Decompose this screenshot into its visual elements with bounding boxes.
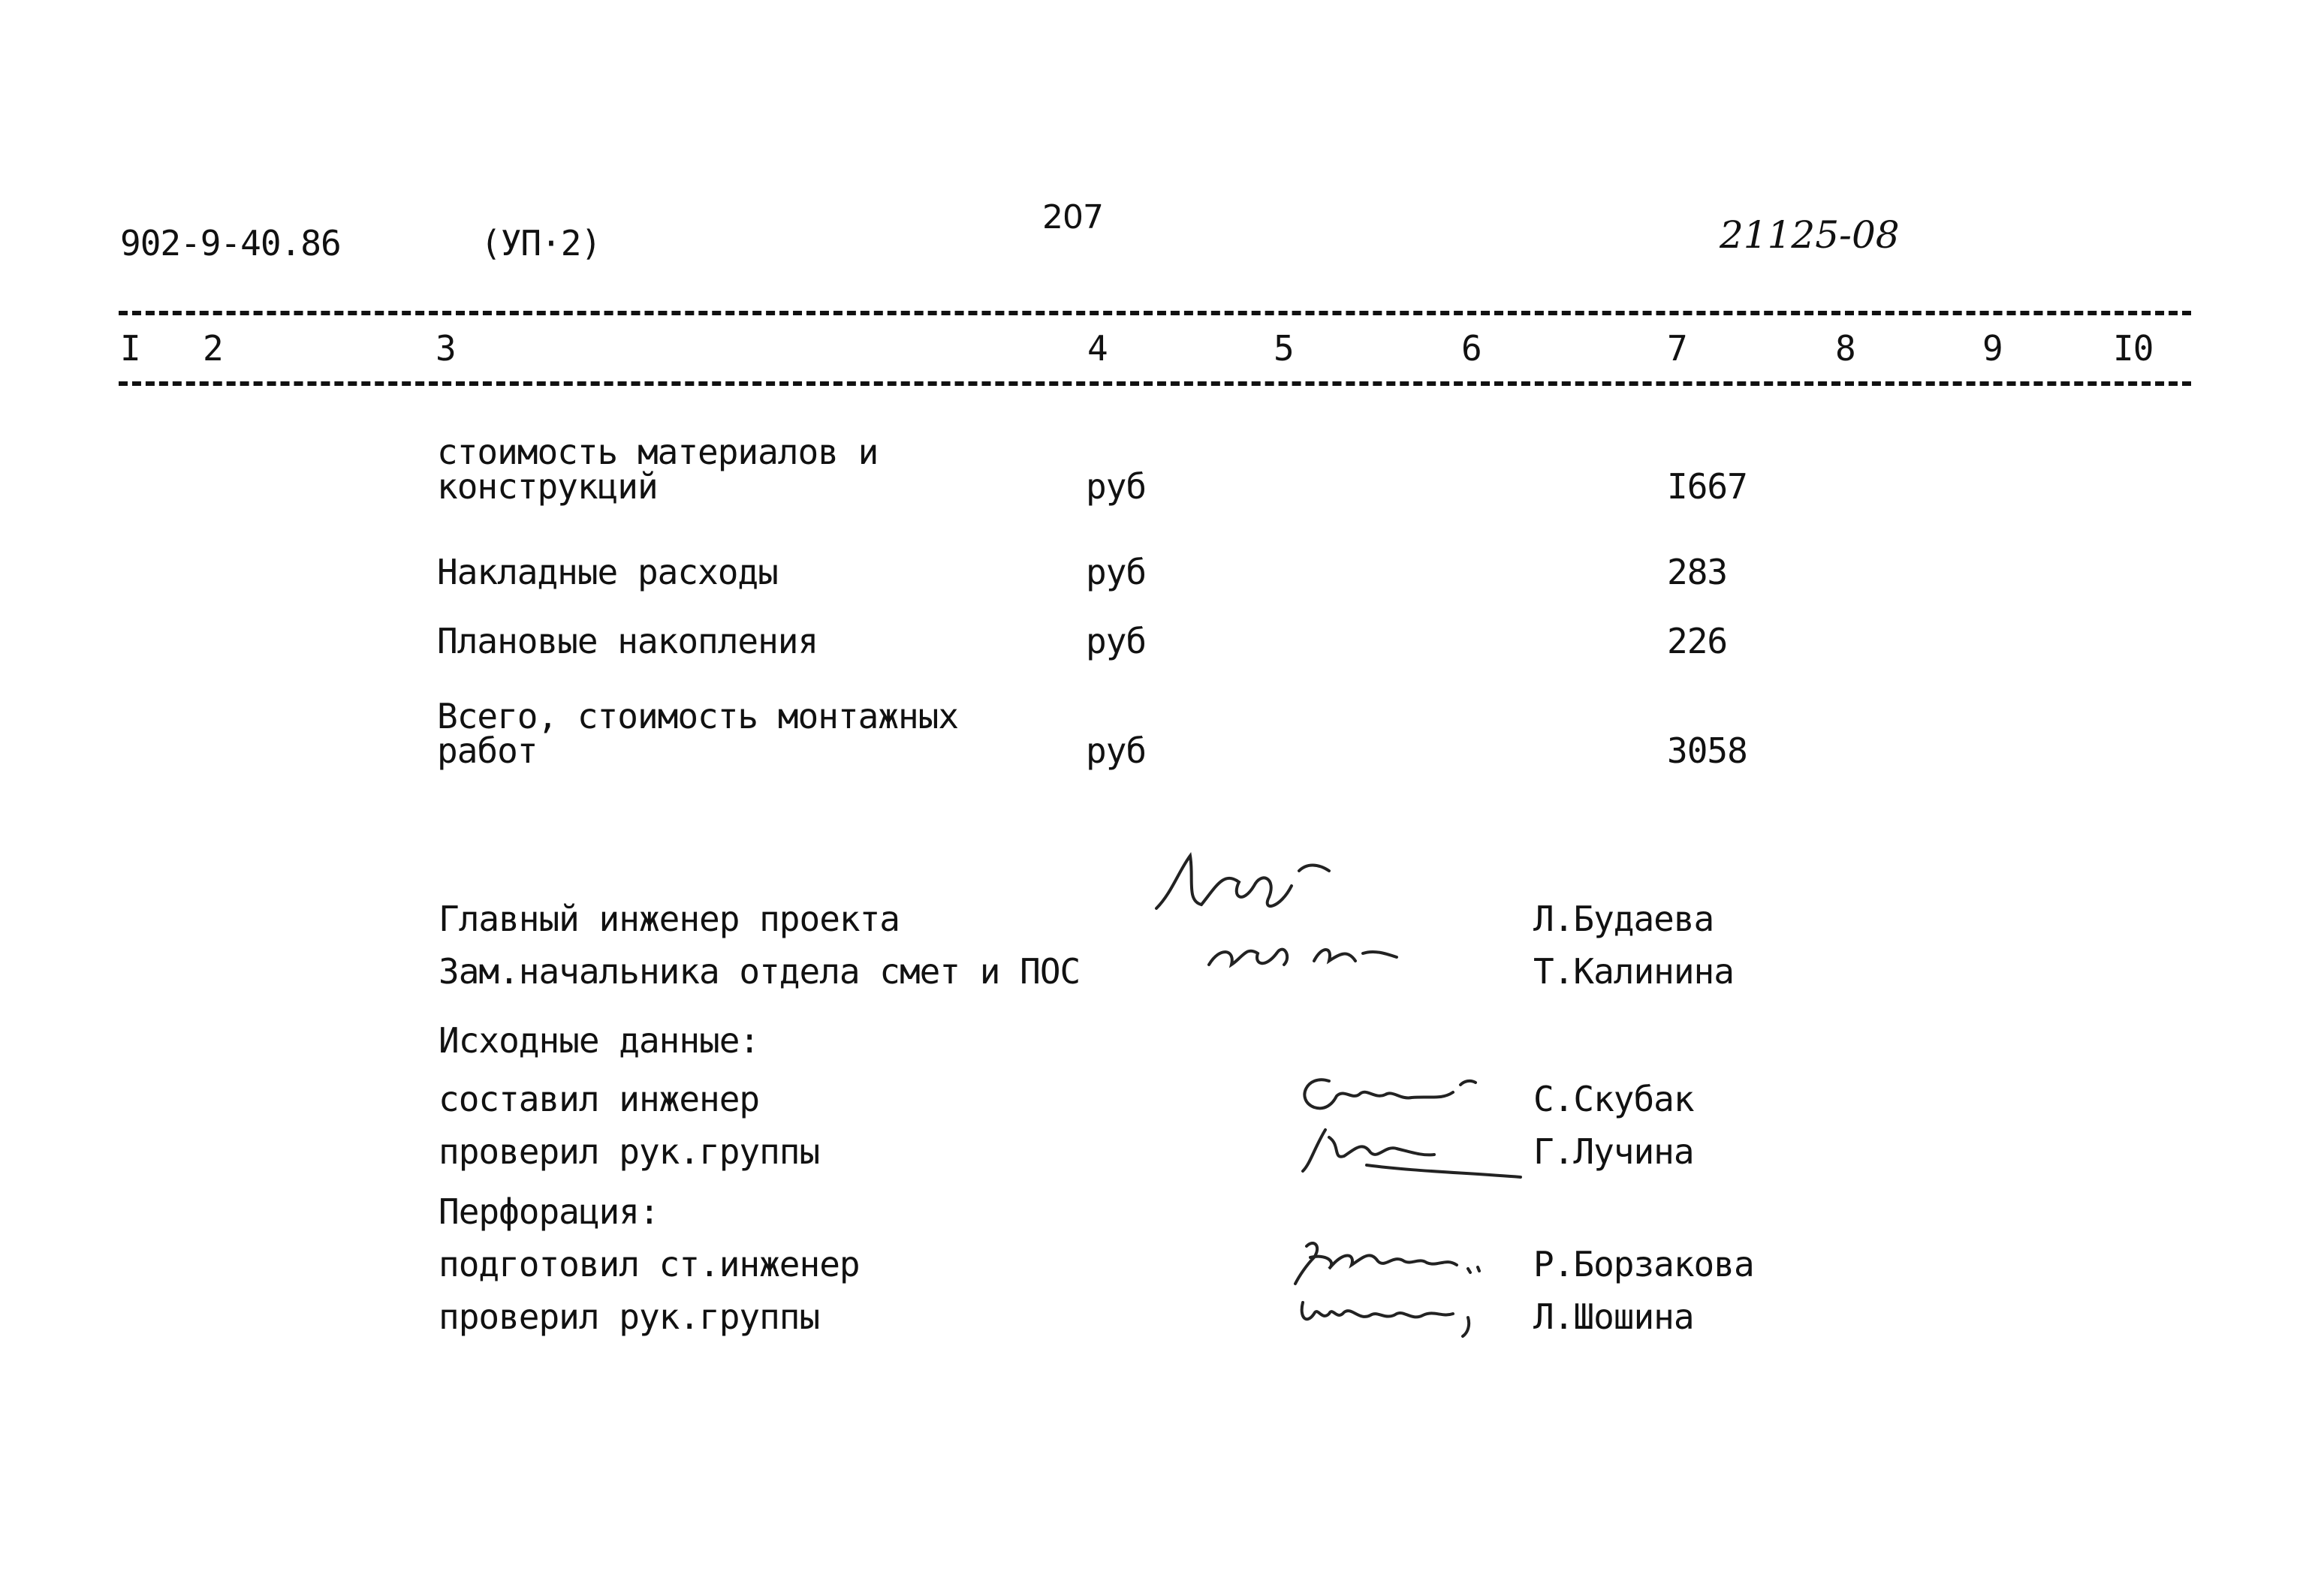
perforation-heading: Перфорация: <box>439 1191 659 1232</box>
row-value: 226 <box>1667 621 1728 661</box>
row-label: Накладные расходы <box>437 552 778 592</box>
row-label: стоимость материалов и <box>437 432 879 472</box>
signer-title: Главный инженер проекта <box>439 899 900 939</box>
handwritten-signature <box>1149 841 1337 926</box>
signer-title: подготовил ст.инженер <box>439 1244 860 1284</box>
row-label-continued: конструкций <box>437 466 658 507</box>
signer-title: проверил рук.группы <box>439 1296 820 1337</box>
handwritten-signature <box>1299 1119 1524 1189</box>
row-unit: руб <box>1086 552 1147 592</box>
document-code: 902-9-40.86 <box>120 223 341 263</box>
column-header-4: 4 <box>1087 328 1108 369</box>
row-unit: руб <box>1086 466 1147 507</box>
signer-title: составил инженер <box>439 1079 760 1119</box>
column-header-6: 6 <box>1461 328 1482 369</box>
sheet-code: 21125-08 <box>1720 213 1900 257</box>
row-value: 3058 <box>1667 730 1747 771</box>
column-header-10: I0 <box>2113 328 2154 369</box>
row-value: 283 <box>1667 552 1728 592</box>
page-number: 207 <box>1042 198 1103 236</box>
signer-title: Зам.начальника отдела смет и ПОС <box>439 951 1081 992</box>
source-data-heading: Исходные данные: <box>439 1020 760 1061</box>
column-header-9: 9 <box>1982 328 2003 369</box>
column-header-2: 2 <box>203 328 223 369</box>
signer-name: Л.Шошина <box>1533 1296 1694 1337</box>
signer-name: Т.Калинина <box>1533 951 1734 992</box>
signer-name: Л.Будаева <box>1533 899 1714 939</box>
table-header-bottom-rule <box>119 381 2191 386</box>
table-header-top-rule <box>119 311 2191 315</box>
row-label-continued: работ <box>437 730 538 771</box>
handwritten-signature <box>1292 1284 1487 1347</box>
signer-title: проверил рук.группы <box>439 1131 820 1172</box>
column-header-5: 5 <box>1274 328 1294 369</box>
column-header-7: 7 <box>1667 328 1687 369</box>
handwritten-signature <box>1201 931 1404 986</box>
row-label: Всего, стоимость монтажных <box>437 696 959 736</box>
signer-name: Р.Борзакова <box>1533 1244 1754 1284</box>
row-value: I667 <box>1667 466 1747 507</box>
signer-name: Г.Лучина <box>1533 1131 1694 1172</box>
column-header-3: 3 <box>436 328 456 369</box>
signer-name: С.Скубак <box>1533 1079 1694 1119</box>
column-header-8: 8 <box>1835 328 1855 369</box>
row-unit: руб <box>1086 621 1147 661</box>
section-code: (УП·2) <box>481 223 601 263</box>
row-label: Плановые накопления <box>437 621 818 661</box>
column-header-1: I <box>120 328 140 369</box>
row-unit: руб <box>1086 730 1147 771</box>
